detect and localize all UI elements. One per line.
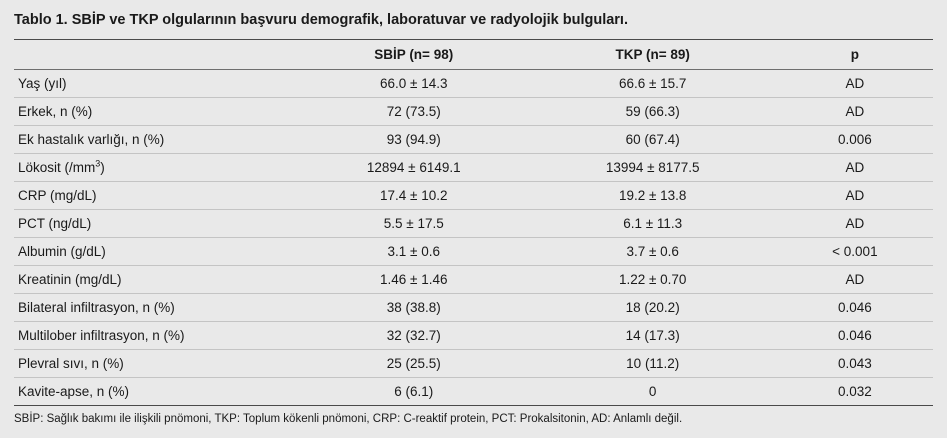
cell-sbip: 17.4 ± 10.2 (299, 182, 529, 210)
cell-sbip: 38 (38.8) (299, 294, 529, 322)
row-label (14, 154, 299, 182)
table-row (14, 294, 933, 322)
table-body (14, 70, 933, 406)
table-header (14, 40, 933, 70)
row-label: Bilateral infiltrasyon, n (%) (14, 294, 299, 322)
cell-p: AD (777, 266, 933, 294)
cell-sbip: 1.46 ± 1.46 (299, 266, 529, 294)
cell-sbip: 6 (6.1) (299, 378, 529, 406)
cell-p: < 0.001 (777, 238, 933, 266)
row-label-base: Lökosit (/mm (18, 160, 96, 176)
row-label: Kavite-apse, n (%) (14, 378, 299, 406)
column-header-tkp: TKP (n= 89) (529, 40, 777, 70)
table-row (14, 238, 933, 266)
data-table (14, 39, 933, 406)
table-row (14, 70, 933, 98)
cell-tkp: 3.7 ± 0.6 (529, 238, 777, 266)
table-row (14, 350, 933, 378)
cell-sbip: 25 (25.5) (299, 350, 529, 378)
cell-p: AD (777, 154, 933, 182)
table-row (14, 322, 933, 350)
row-label: Kreatinin (mg/dL) (14, 266, 299, 294)
cell-p: 0.006 (777, 126, 933, 154)
cell-tkp: 60 (67.4) (529, 126, 777, 154)
table-row (14, 154, 933, 182)
cell-tkp: 59 (66.3) (529, 98, 777, 126)
row-label: PCT (ng/dL) (14, 210, 299, 238)
row-label: Yaş (yıl) (14, 70, 299, 98)
header-row (14, 40, 933, 70)
cell-sbip: 32 (32.7) (299, 322, 529, 350)
row-label: Plevral sıvı, n (%) (14, 350, 299, 378)
row-label: Erkek, n (%) (14, 98, 299, 126)
table-row (14, 266, 933, 294)
cell-p: AD (777, 210, 933, 238)
cell-tkp: 19.2 ± 13.8 (529, 182, 777, 210)
table-caption: Tablo 1. SBİP ve TKP olgularının başvuru demografik, laboratuvar ve radyolojik bulguları. (14, 12, 628, 28)
row-label: Albumin (g/dL) (14, 238, 299, 266)
cell-sbip: 12894 ± 6149.1 (299, 154, 529, 182)
table-row (14, 378, 933, 406)
cell-p: AD (777, 98, 933, 126)
cell-tkp: 14 (17.3) (529, 322, 777, 350)
cell-tkp: 1.22 ± 0.70 (529, 266, 777, 294)
table-row (14, 98, 933, 126)
cell-p: 0.046 (777, 322, 933, 350)
cell-p: AD (777, 182, 933, 210)
cell-tkp: 18 (20.2) (529, 294, 777, 322)
column-header-label (14, 40, 299, 70)
table-row (14, 210, 933, 238)
table-footnote: SBİP: Sağlık bakımı ile ilişkili pnömoni, TKP: Toplum kökenli pnömoni, CRP: C-reaktif protein, PCT: Prokalsitonin, AD: Anlamlı değil. (14, 413, 683, 426)
column-header-sbip: SBİP (n= 98) (299, 40, 529, 70)
row-label-superscript: 3 (95, 158, 101, 169)
cell-tkp: 10 (11.2) (529, 350, 777, 378)
cell-p: 0.043 (777, 350, 933, 378)
cell-p: 0.046 (777, 294, 933, 322)
column-header-p: p (777, 40, 933, 70)
cell-sbip: 66.0 ± 14.3 (299, 70, 529, 98)
cell-sbip: 93 (94.9) (299, 126, 529, 154)
table-row (14, 182, 933, 210)
cell-sbip: 72 (73.5) (299, 98, 529, 126)
cell-p: AD (777, 70, 933, 98)
cell-sbip: 5.5 ± 17.5 (299, 210, 529, 238)
row-label: Ek hastalık varlığı, n (%) (14, 126, 299, 154)
cell-tkp: 0 (529, 378, 777, 406)
row-label: CRP (mg/dL) (14, 182, 299, 210)
cell-p: 0.032 (777, 378, 933, 406)
row-label-tail: ) (100, 160, 105, 176)
cell-tkp: 13994 ± 8177.5 (529, 154, 777, 182)
cell-tkp: 6.1 ± 11.3 (529, 210, 777, 238)
cell-tkp: 66.6 ± 15.7 (529, 70, 777, 98)
row-label: Multilober infiltrasyon, n (%) (14, 322, 299, 350)
table-row (14, 126, 933, 154)
cell-sbip: 3.1 ± 0.6 (299, 238, 529, 266)
